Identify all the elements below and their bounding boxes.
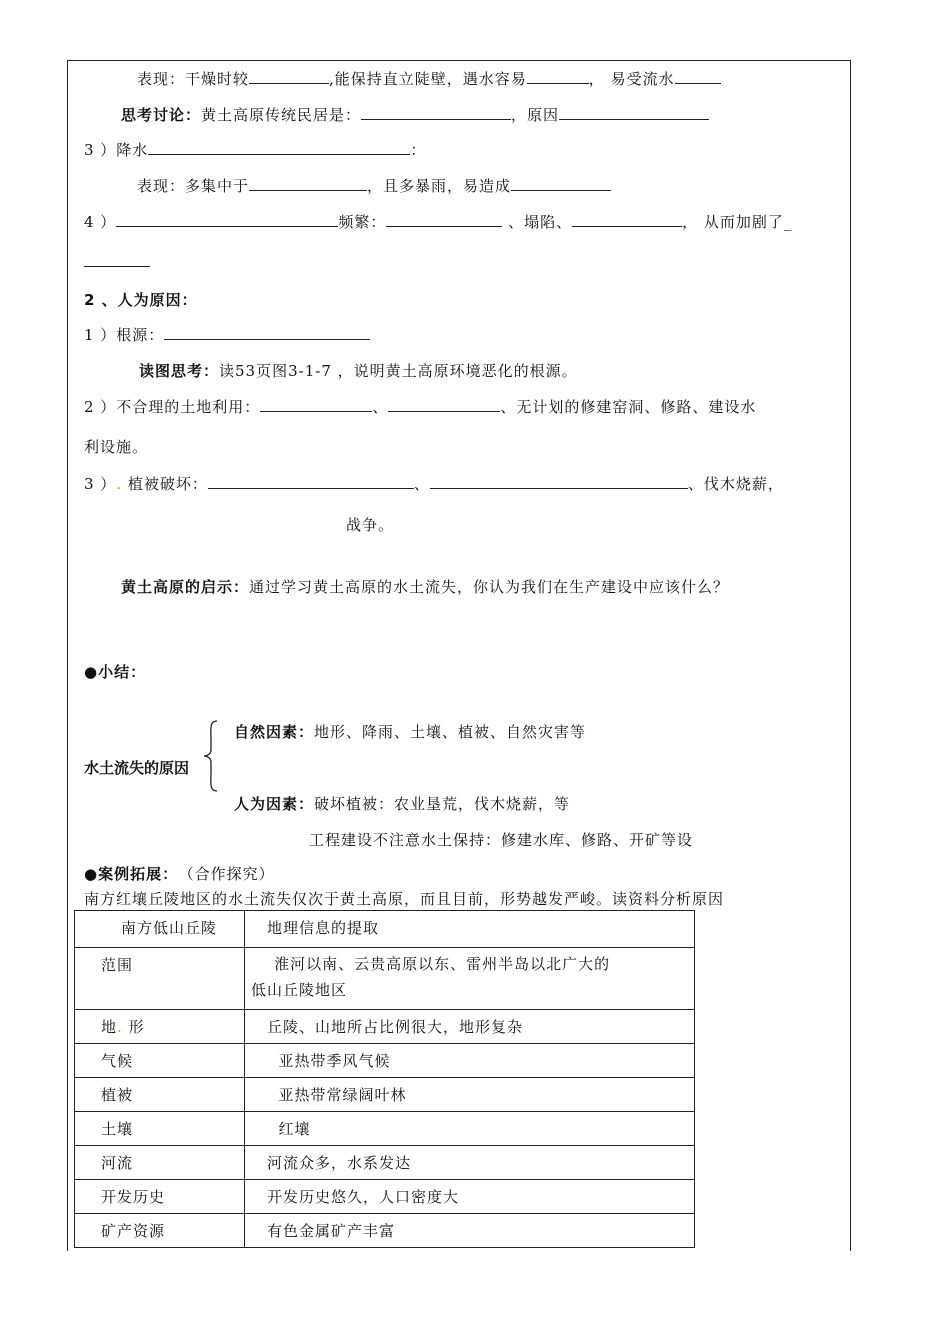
answer-blank[interactable] [260, 397, 372, 412]
text: 、塌陷、 [502, 213, 573, 231]
text-line [137, 175, 611, 196]
answer-blank[interactable] [249, 176, 367, 191]
text: ， 从而加剧了_ [682, 213, 793, 231]
text: 、 [372, 398, 389, 416]
table-cell [245, 948, 695, 1010]
cause-label [84, 757, 189, 778]
mark: . [116, 475, 123, 493]
text-line [121, 104, 709, 125]
text-line [84, 473, 784, 494]
section-label: 读图思考： [139, 362, 220, 380]
text: ,能保持直立陡壁，遇水容易 [329, 70, 527, 88]
text-line [121, 576, 729, 597]
answer-blank[interactable] [559, 105, 709, 120]
table-header-row [75, 911, 695, 948]
answer-blank[interactable] [511, 176, 611, 191]
answer-blank[interactable] [361, 105, 511, 120]
table-row [75, 948, 695, 1010]
cell-text: 形 [122, 1018, 145, 1036]
label-text: 水土流失的原因 [84, 759, 190, 777]
answer-blank[interactable] [572, 212, 682, 227]
text: 、无计划的修建窑洞、修路、建设水 [500, 398, 757, 416]
text: 利设施。 [84, 438, 149, 456]
table-cell: 植被 [75, 1078, 245, 1112]
table-header-cell: 南方低山丘陵 [75, 911, 245, 948]
text: ，原因 [511, 106, 560, 124]
case-intro [84, 888, 724, 909]
answer-blank[interactable] [249, 69, 329, 84]
table-cell: 有色金属矿产丰富 [245, 1214, 695, 1248]
heading-text: 2 、人为原因： [84, 291, 198, 309]
table-cell: 气候 [75, 1044, 245, 1078]
cell-text: 低山丘陵地区 [251, 981, 348, 999]
answer-blank[interactable] [430, 474, 688, 489]
factor-label: 自然因素： [234, 723, 315, 741]
text: 战争。 [346, 516, 395, 534]
answer-blank[interactable] [527, 69, 589, 84]
table-cell: 河流 [75, 1146, 245, 1180]
text-line [346, 514, 394, 535]
factor-text: 工程建设不注意水土保持：修建水库、修路、开矿等设 [309, 831, 694, 849]
text-line [84, 324, 370, 345]
case-heading [84, 863, 275, 884]
text-line [84, 396, 756, 417]
answer-blank[interactable] [386, 212, 502, 227]
text: ，且多暴雨，易造成 [367, 177, 512, 195]
table-cell [75, 1010, 245, 1044]
text-line [84, 139, 426, 160]
table-cell: 矿产资源 [75, 1214, 245, 1248]
engineering-factors [309, 829, 693, 850]
intro-text: 南方红壤丘陵地区的水土流失仅次于黄土高原，而且目前，形势越发严峻。读资料分析原因 [84, 890, 725, 908]
text-line [84, 436, 148, 457]
factor-text: 破坏植被：农业垦荒，伐木烧薪，等 [314, 795, 571, 813]
table-cell: 河流众多，水系发达 [245, 1146, 695, 1180]
human-factors [234, 793, 570, 814]
text: 、 [413, 475, 430, 493]
text-line [84, 211, 792, 232]
text: 表现：多集中于 [137, 177, 250, 195]
text: ， 易受流水 [588, 70, 675, 88]
heading-text: ●案例拓展： [84, 865, 179, 883]
answer-blank[interactable] [84, 252, 150, 267]
answer-blank[interactable] [388, 397, 500, 412]
answer-blank[interactable] [164, 325, 370, 340]
section-label: 思考讨论： [121, 106, 202, 124]
cell-text: 地 [101, 1018, 118, 1036]
text: 2 ）不合理的土地利用： [84, 398, 261, 416]
text-line [139, 360, 578, 381]
table-row [75, 1112, 695, 1146]
answer-blank[interactable] [208, 474, 414, 489]
text: ： [410, 141, 427, 159]
text: 植被破坏： [122, 475, 208, 493]
table-cell: 亚热带季风气候 [245, 1044, 695, 1078]
mark: . [117, 1018, 123, 1036]
factor-text: 地形、降雨、土壤、植被、自然灾害等 [314, 723, 587, 741]
table-cell: 红壤 [245, 1112, 695, 1146]
table-cell: 丘陵、山地所占比例很大，地形复杂 [245, 1010, 695, 1044]
table-header-cell: 地理信息的提取 [245, 911, 695, 948]
continued-blank[interactable] [84, 252, 150, 271]
factor-label: 人为因素： [234, 795, 315, 813]
text: 黄土高原传统民居是： [201, 106, 362, 124]
text: 、伐木烧薪， [687, 475, 784, 493]
table-row [75, 1214, 695, 1248]
summary-heading [84, 661, 146, 682]
text: 3 ） [84, 475, 117, 493]
section-heading [84, 289, 198, 310]
text: 表现：干燥时较 [137, 70, 250, 88]
natural-factors [234, 721, 586, 742]
table-cell: 亚热带常绿阔叶林 [245, 1078, 695, 1112]
section-label: 黄土高原的启示： [121, 578, 250, 596]
table-cell: 开发历史悠久，人口密度大 [245, 1180, 695, 1214]
table-cell: 范围 [75, 948, 245, 1010]
text: 3 ）降水 [84, 141, 149, 159]
answer-blank[interactable] [148, 140, 410, 155]
answer-blank[interactable] [675, 69, 721, 84]
table-row [75, 1044, 695, 1078]
text: 4 ） [84, 213, 117, 231]
table-row [75, 1078, 695, 1112]
heading-text: ●小结： [84, 663, 147, 681]
brace-icon [203, 720, 219, 792]
table-row [75, 1146, 695, 1180]
table-row [75, 1010, 695, 1044]
table-cell: 土壤 [75, 1112, 245, 1146]
text: 1 ）根源： [84, 326, 165, 344]
answer-blank[interactable] [116, 212, 338, 227]
text: 通过学习黄土高原的水土流失，你认为我们在生产建设中应该什么？ [249, 578, 730, 596]
text: 读53页图3-1-7 ，说明黄土高原环境恶化的根源。 [219, 362, 578, 380]
table-row [75, 1180, 695, 1214]
text-line [137, 68, 721, 89]
cell-text: 淮河以南、云贵高原以东、雷州半岛以北广大的 [251, 955, 611, 973]
note-text: （合作探究） [186, 865, 275, 883]
text: 频繁： [338, 213, 387, 231]
table-cell: 开发历史 [75, 1180, 245, 1214]
info-table [74, 910, 695, 1248]
